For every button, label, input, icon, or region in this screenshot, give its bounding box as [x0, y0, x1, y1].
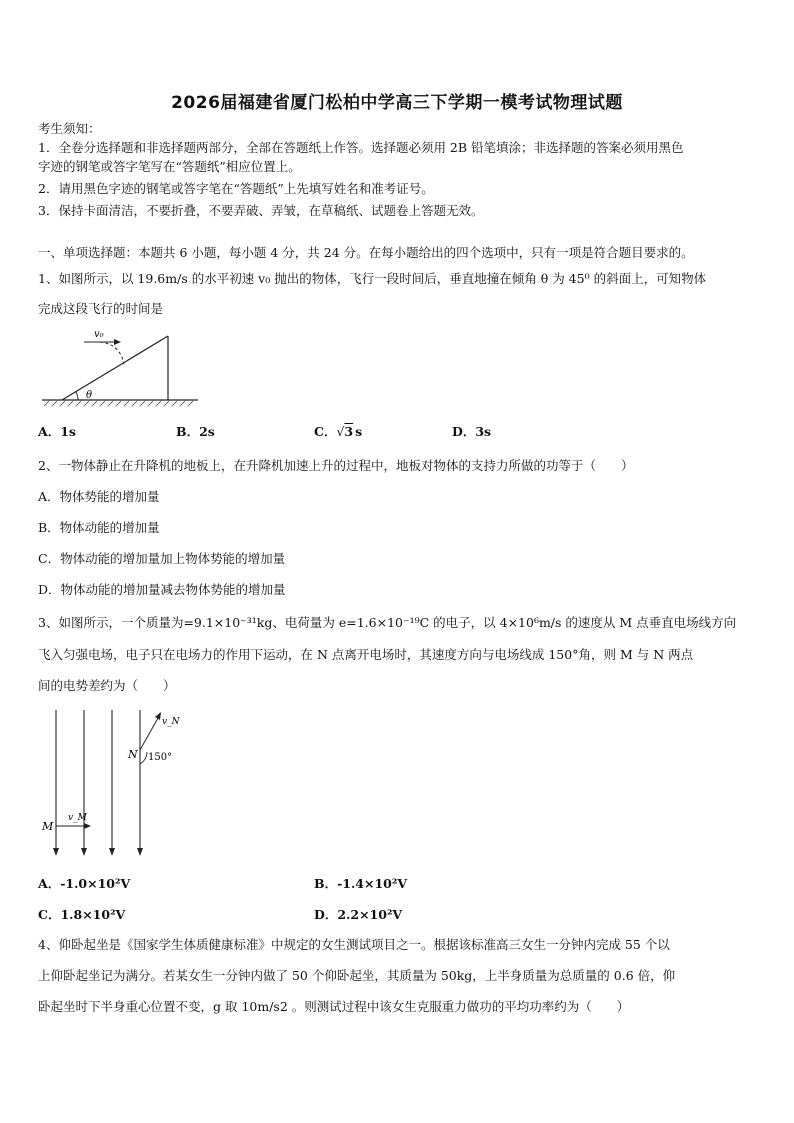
q2-option-a[interactable]: A．物体势能的增加量 [38, 489, 160, 504]
q3-vM-label: v_M [68, 813, 87, 823]
q2-option-d[interactable]: D．物体动能的增加量减去物体势能的增加量 [38, 582, 286, 597]
q3-option-b[interactable]: B．-1.4×10²V [314, 876, 408, 891]
q3-option-c[interactable]: C．1.8×10²V [38, 907, 126, 922]
q4-stem-line3: 卧起坐时下半身重心位置不变，g 取 10m/s2 。则测试过程中该女生克服重力做功的平均功率约为（ ） [38, 999, 630, 1014]
q2-option-c[interactable]: C．物体动能的增加量加上物体势能的增加量 [38, 551, 286, 566]
notice-item-1-cont: 字迹的钢笔或答字笔写在“答题纸”相应位置上。 [38, 159, 301, 174]
notice-heading: 考生须知： [38, 121, 101, 136]
q3-option-a[interactable]: A．-1.0×10²V [38, 876, 131, 891]
q1-option-c-label: C． [314, 424, 337, 439]
notice-item-2: 2．请用黑色字迹的钢笔或答字笔在“答题纸”上先填写姓名和准考证号。 [38, 181, 434, 196]
q4-stem-line1: 4、仰卧起坐是《国家学生体质健康标准》中规定的女生测试项目之一。根据该标准高三女生一分钟内完成 55 个以 [38, 937, 670, 952]
section-heading: 一、单项选择题：本题共 6 小题，每小题 4 分，共 24 分。在每小题给出的四个选项中，只有一项是符合题目要求的。 [38, 245, 694, 260]
q3-vN-label: v_N [162, 717, 180, 727]
sqrt-icon: √ [336, 424, 345, 439]
notice-item-1: 1．全卷分选择题和非选择题两部分，全部在答题纸上作答。选择题必须用 2B 铅笔填涂；非选择题的答案必须用黑色 [38, 140, 684, 155]
q2-option-b[interactable]: B．物体动能的增加量 [38, 520, 160, 535]
q3-M-label: M [42, 820, 54, 833]
q1-option-c[interactable] [314, 422, 362, 440]
q1-option-c-radicand: 3 [344, 424, 354, 439]
q1-option-c-unit: s [355, 424, 363, 439]
q3-stem-line2: 飞入匀强电场，电子只在电场力的作用下运动，在 N 点离开电场时，其速度方向与电场线成 150°角，则 M 与 N 两点 [38, 647, 694, 662]
q1-theta-label: θ [86, 390, 93, 401]
q3-field-figure [36, 706, 186, 862]
q4-stem-line2: 上仰卧起坐记为满分。若某女生一分钟内做了 50 个仰卧起坐，其质量为 50kg，上半身质量为总质量的 0.6 倍，仰 [38, 968, 676, 983]
q3-option-d[interactable]: D．2.2×10²V [314, 907, 403, 922]
q1-v0-label: v₀ [94, 329, 104, 340]
q2-stem: 2、一物体静止在升降机的地板上，在升降机加速上升的过程中，地板对物体的支持力所做的功等于（ ） [38, 458, 634, 473]
q3-stem-line1: 3、如图所示，一个质量为=9.1×10⁻³¹kg、电荷量为 e=1.6×10⁻¹⁹C 的电子，以 4×10⁶m/s 的速度从 M 点垂直电场线方向 [38, 615, 737, 630]
q1-stem-line2: 完成这段飞行的时间是 [38, 301, 164, 316]
q1-stem-line1: 1、如图所示，以 19.6m/s 的水平初速 v₀ 抛出的物体，飞行一段时间后，垂直地撞在倾角 θ 为 45⁰ 的斜面上，可知物体 [38, 271, 707, 286]
page-title: 2026届福建省厦门松柏中学高三下学期一模考试物理试题 [171, 93, 623, 113]
q1-option-a[interactable]: A．1s [38, 424, 76, 439]
q3-stem-line3: 间的电势差约为（ ） [38, 678, 176, 693]
q3-N-label: N [128, 748, 138, 761]
q1-option-d[interactable]: D．3s [452, 424, 492, 439]
q3-angle-label: 150° [148, 752, 173, 763]
q1-incline-figure [38, 322, 203, 410]
notice-item-3: 3．保持卡面清洁，不要折叠，不要弄破、弄皱，在草稿纸、试题卷上答题无效。 [38, 203, 484, 218]
q1-option-b[interactable]: B．2s [176, 424, 215, 439]
